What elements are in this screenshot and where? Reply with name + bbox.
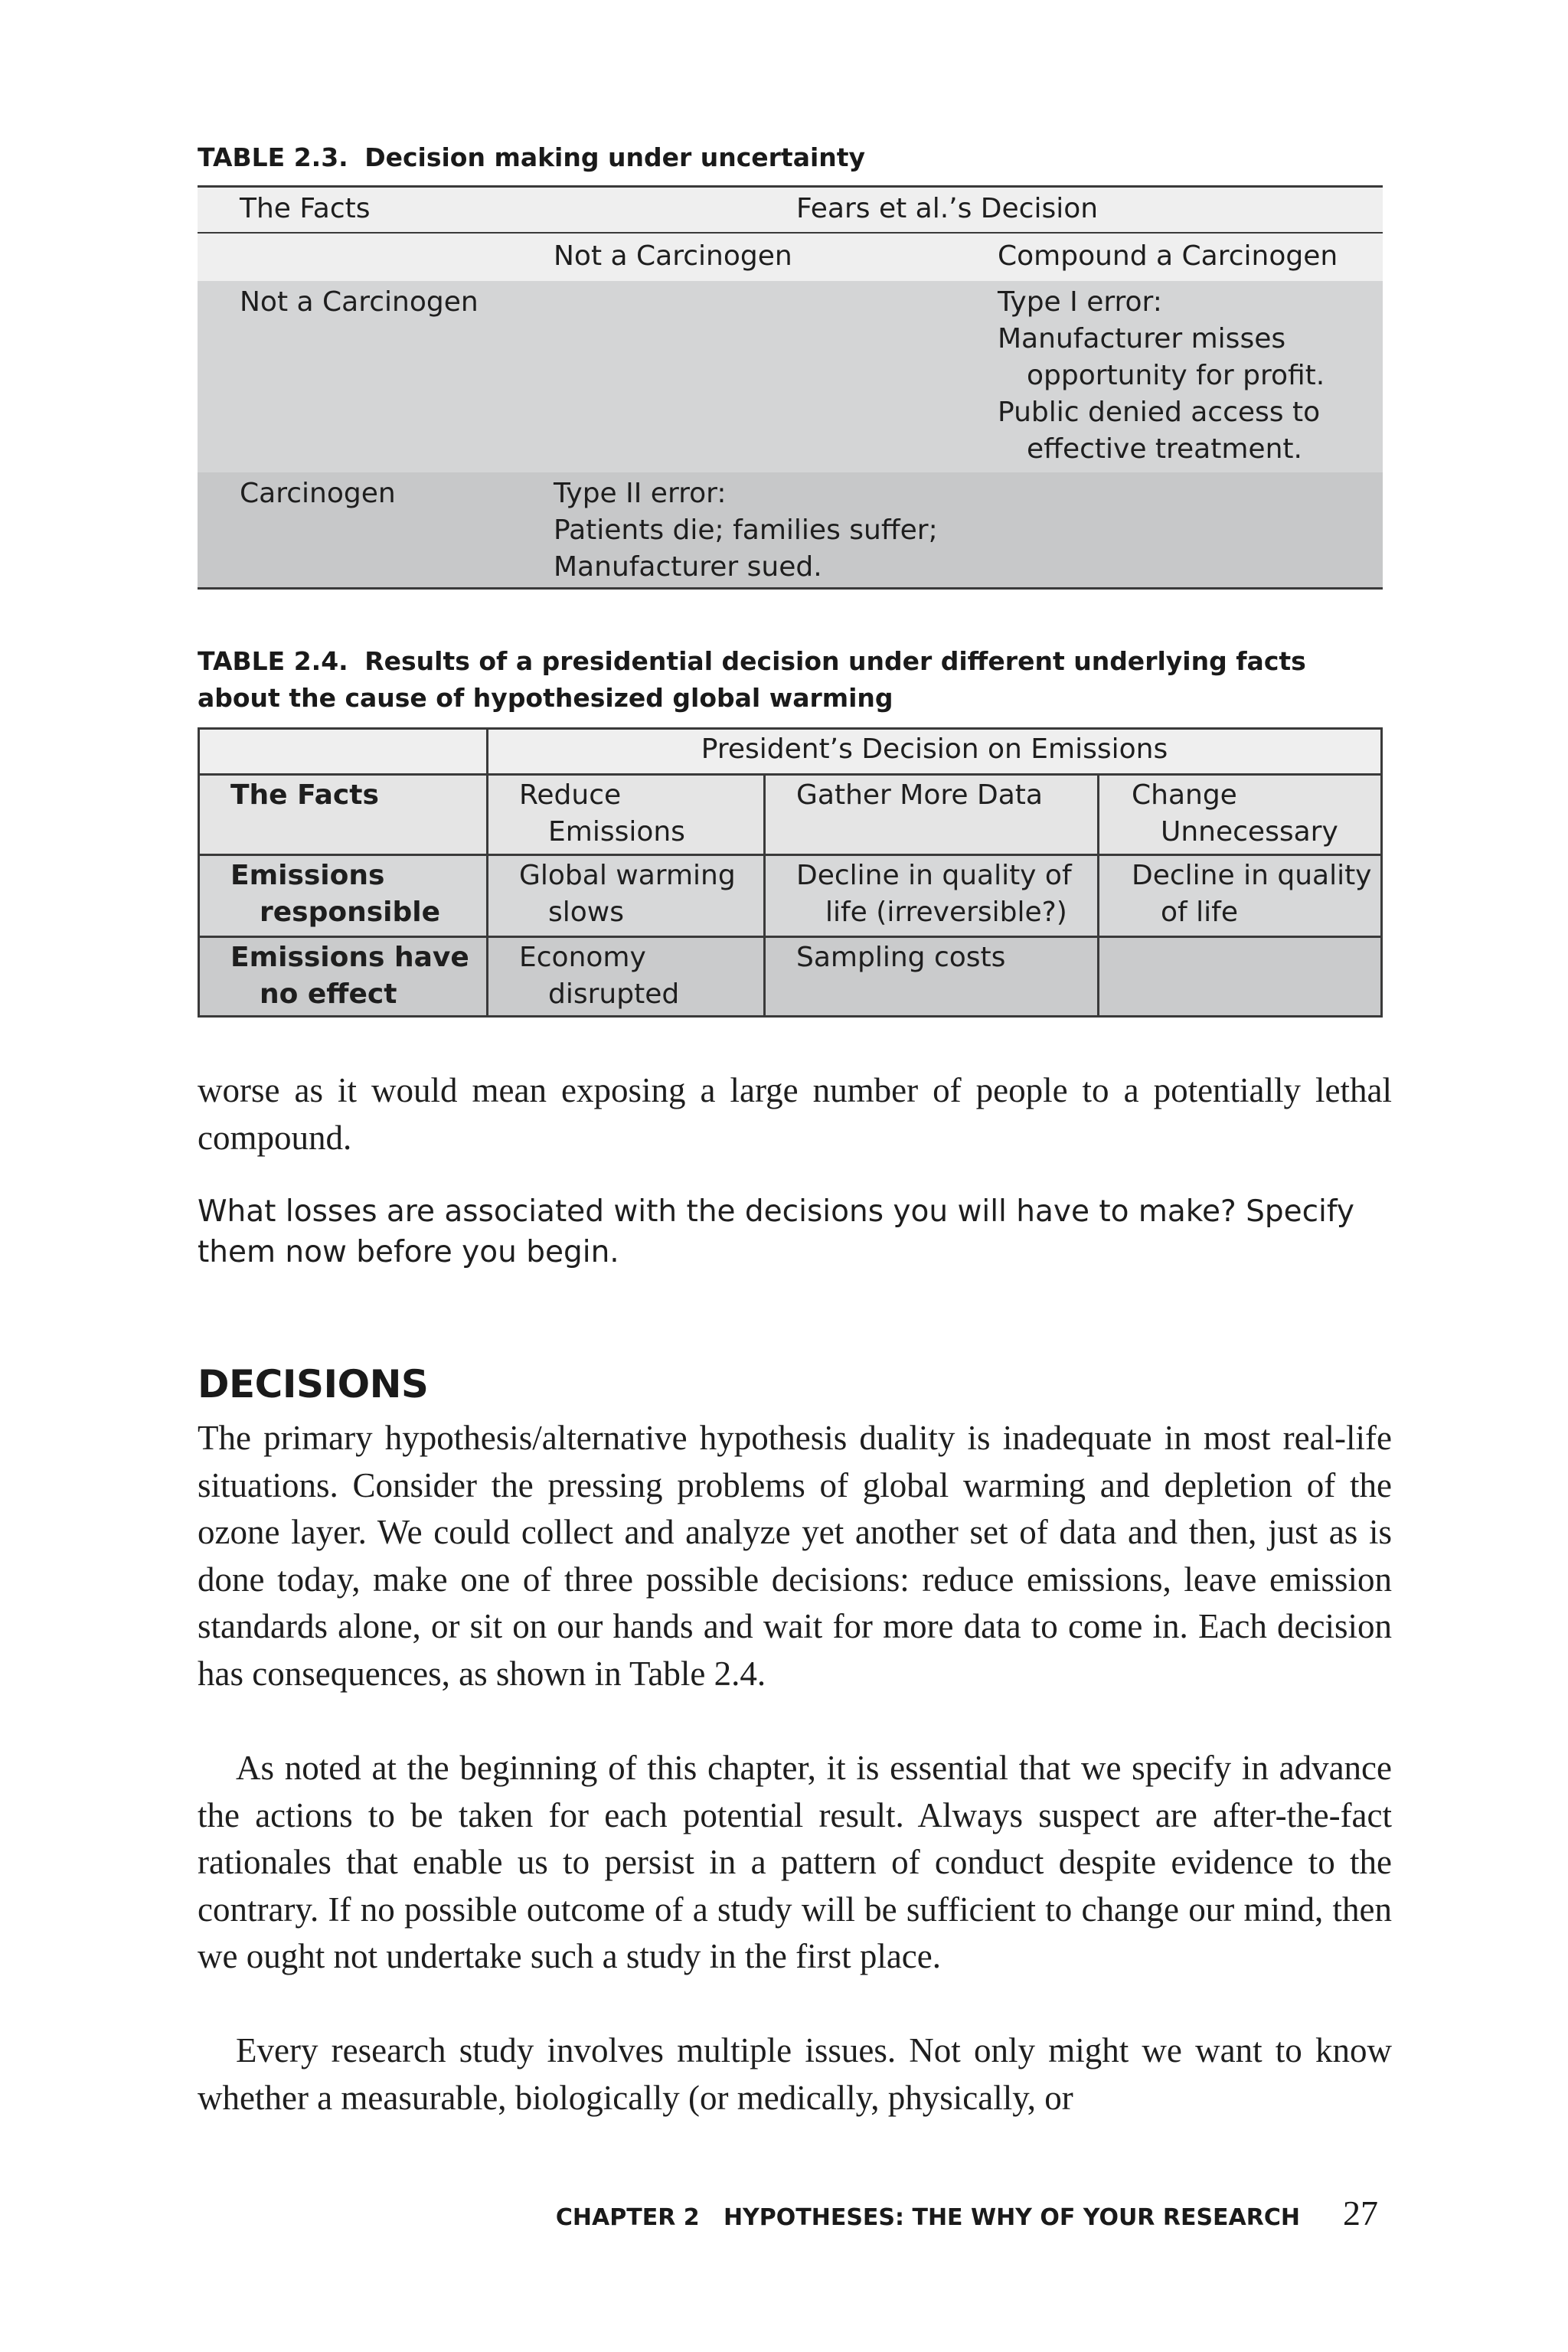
table-2-3-header-row: [198, 188, 1383, 234]
table-2-3: [198, 185, 1383, 590]
table-2-4-row-emissions-responsible: [200, 856, 1380, 938]
table-2-3-facts-label: The Facts: [240, 193, 371, 224]
table-2-4-col-change: Change Unnecessary: [1132, 779, 1338, 848]
running-head: CHAPTER 2 HYPOTHESES: THE WHY OF YOUR RESEARCH: [555, 2204, 1300, 2231]
table-2-4-row-no-effect: [200, 938, 1380, 1015]
paragraph-1: The primary hypothesis/alternative hypothesis duality is inadequate in most real-life situations. Consider the pressing problems of global warming and depletion of the ozone layer. We could collect and analyze yet another set of data and then, just as is done today, make one of three possible decisions: reduce emissions, leave emission standards alone, or sit on our hands and wait for more data to come in. Each decision has consequences, as shown in Table 2.4.: [198, 1419, 1392, 1693]
table-2-4-caption: [198, 643, 1392, 717]
table-2-3-row1-line: Type I error:: [998, 286, 1162, 318]
table-2-4-cell: Sampling costs: [766, 938, 1099, 1015]
table-2-3-title: Decision making under uncertainty: [364, 142, 866, 172]
table-2-3-type-i-error: [998, 284, 1350, 468]
paragraph-2: As noted at the beginning of this chapter, it is essential that we specify in advance the actions to be taken for each potential result. Always suspect are after-the-fact rationales that enable us to persist in a pattern of conduct despite evidence to the contrary. If no possible outcome of a study will be sufficient to change our mind, then we ought not undertake such a study in the first place.: [198, 1749, 1392, 1975]
table-2-3-row1-label: Not a Carcinogen: [240, 286, 479, 318]
table-2-3-col-not-carcinogen: Not a Carcinogen: [554, 240, 792, 272]
table-2-4-header-row: [200, 730, 1380, 776]
table-2-4-row1-label: Emissions responsible: [200, 856, 488, 936]
table-2-4-number: TABLE 2.4.: [198, 646, 348, 676]
table-2-3-row2-line: Type II error:: [554, 478, 727, 509]
table-2-4-column-row: [200, 776, 1380, 856]
section-heading: DECISIONS: [198, 1362, 429, 1406]
table-2-4: [198, 727, 1383, 1018]
table-2-4-cell: Decline in quality of life: [1132, 860, 1372, 928]
table-2-3-row1-line: Public denied access to effective treatment.: [998, 397, 1321, 465]
table-2-4-cell: [1099, 938, 1380, 1015]
table-2-4-title: Results of a presidential decision under different underlying facts about the cause of hypothesized global warming: [198, 646, 1306, 713]
table-2-3-row-not-carcinogen: [198, 281, 1383, 472]
table-2-4-empty-corner: [200, 730, 488, 773]
table-2-4-facts-label: The Facts: [200, 776, 488, 854]
table-2-3-col-compound-carcinogen: Compound a Carcinogen: [998, 240, 1338, 272]
table-2-4-cell: Decline in quality of life (irreversible?): [766, 856, 1099, 936]
page-number: 27: [1343, 2194, 1378, 2233]
table-2-3-decision-label: Fears et al.’s Decision: [796, 193, 1099, 224]
table-2-3-type-ii-error: [554, 475, 982, 586]
table-2-4-cell: Economy disrupted: [488, 938, 766, 1015]
table-2-3-row2-line: Patients die; families suffer;: [554, 514, 938, 546]
table-2-3-row2-line: Manufacturer sued.: [554, 551, 822, 583]
loss-prompt: What losses are associated with the decisions you will have to make? Specify them now before you begin.: [198, 1194, 1354, 1269]
table-2-4-cell: Global warming slows: [488, 856, 766, 936]
table-2-3-number: TABLE 2.3.: [198, 142, 348, 172]
table-2-3-row1-line: Manufacturer misses opportunity for profit.: [998, 323, 1325, 391]
table-2-4-decision-header: President’s Decision on Emissions: [701, 733, 1168, 765]
table-2-3-subheader-row: [198, 234, 1383, 281]
table-2-4-col-gather: Gather More Data: [766, 776, 1099, 854]
page-footer: [556, 2193, 1378, 2233]
table-2-3-row2-label: Carcinogen: [240, 478, 396, 509]
paragraph-3: Every research study involves multiple issues. Not only might we want to know whether a measurable, biologically (or medically, physically, or: [198, 2031, 1392, 2117]
continuation-paragraph: worse as it would mean exposing a large number of people to a potentially lethal compound.: [198, 1071, 1392, 1157]
table-2-3-caption: [198, 139, 1392, 176]
table-2-3-row-carcinogen: [198, 472, 1383, 587]
table-2-4-col-reduce: Reduce Emissions: [488, 776, 766, 854]
table-2-4-row2-label: Emissions have no effect: [200, 938, 488, 1015]
